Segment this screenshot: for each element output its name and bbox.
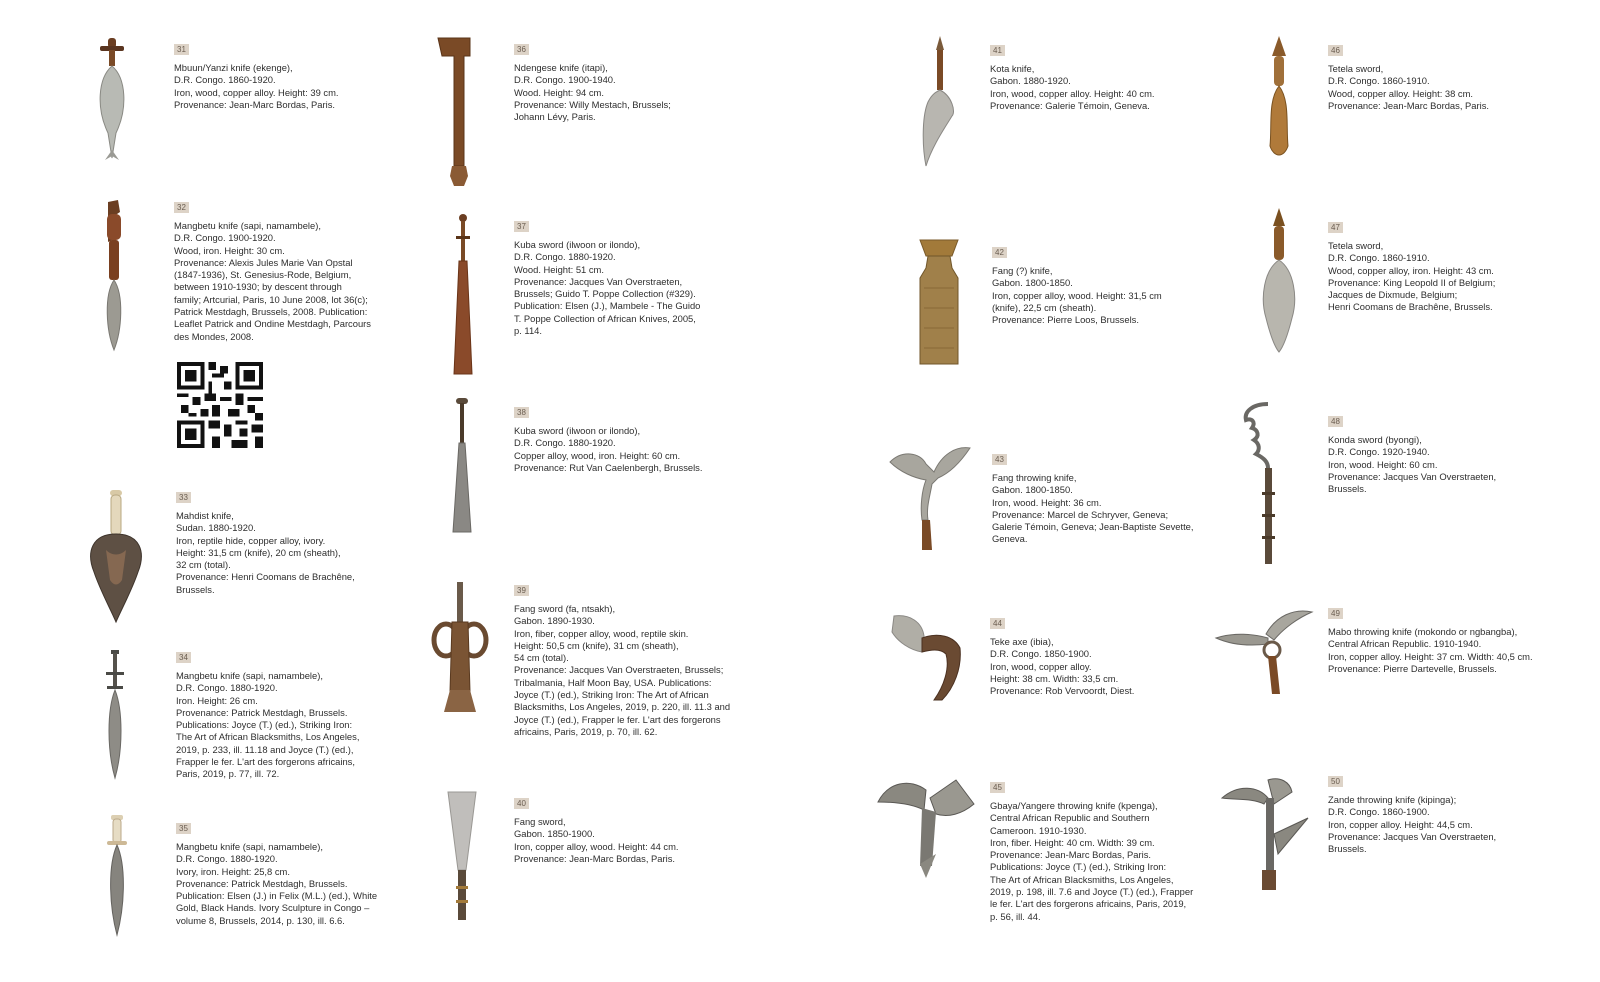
entry-caption: Fang sword (fa, ntsakh), Gabon. 1890-1930. Iron, fiber, copper alloy, wood, reptile skin. Height: 50,5 cm (knife), 31 cm (sheath), 54 cm (total). Provenance: Jacques Van Overstraeten, Brussels; Tribalmania, Half Moon Bay, USA. Publications: Joyce (T.) (ed.), Striking Iron: The Art of African Blacksmiths, Los Angeles, 2019, p. 220, ill. 11.3 and Joyce (T.) (ed.), Frapper le fer. L'art des forgerons africains, Paris, 2019, p. 70, ill. 62.: [514, 603, 731, 737]
entry-number: 34: [176, 652, 191, 663]
catalogue-entry-36: [514, 39, 671, 123]
sword-image-40: [444, 790, 480, 925]
entry-caption: Konda sword (byongi), D.R. Congo. 1920-1940. Iron, wood. Height: 60 cm. Provenance: Jacques Van Overstraeten, Brussels.: [1328, 434, 1497, 495]
knife-image-35: [100, 815, 134, 937]
throwing-knife-image-45: [876, 774, 980, 886]
sword-image-48: [1238, 402, 1298, 572]
throwing-knife-image-50: [1218, 774, 1312, 894]
catalogue-entry-33: [176, 487, 355, 596]
sword-image-46: [1262, 36, 1296, 168]
entry-caption: Mahdist knife, Sudan. 1880-1920. Iron, reptile hide, copper alloy, ivory. Height: 31,5 cm (knife), 20 cm (sheath), 32 cm (total). Provenance: Henri Coomans de Brachêne, Brussels.: [176, 510, 355, 595]
catalogue-entry-42: [992, 242, 1162, 326]
catalogue-entry-50: [1328, 771, 1496, 855]
entry-caption: Mangbetu knife (sapi, namambele), D.R. Congo. 1880-1920. Ivory, iron. Height: 25,8 cm. Provenance: Patrick Mestdagh, Brussels. Publication: Elsen (J.) in Felix (M.L.) (ed.), White Gold, Black Hands. Ivory Sculpture in Congo – volume 8, Brussels, 2014, p. 130, ill. 6.6.: [176, 841, 378, 926]
entry-number: 50: [1328, 776, 1343, 787]
throwing-knife-image-49: [1214, 604, 1314, 696]
catalogue-entry-48: [1328, 411, 1496, 495]
catalogue-entry-43: [992, 449, 1194, 546]
entry-number: 43: [992, 454, 1007, 465]
entry-number: 44: [990, 618, 1005, 629]
entry-caption: Kota knife, Gabon. 1880-1920. Iron, wood, copper alloy. Height: 40 cm. Provenance: Galerie Témoin, Geneva.: [990, 63, 1155, 111]
catalogue-entry-44: [990, 613, 1134, 697]
sword-image-39: [430, 582, 490, 714]
knife-image-36: [434, 36, 484, 188]
entry-caption: Fang sword, Gabon. 1850-1900. Iron, copper alloy, wood. Height: 44 cm. Provenance: Jean-Marc Bordas, Paris.: [514, 816, 679, 864]
knife-image-33: [86, 490, 146, 625]
catalogue-entry-46: [1328, 40, 1489, 112]
catalogue-entry-38: [514, 402, 702, 474]
entry-caption: Fang (?) knife, Gabon. 1800-1850. Iron, copper alloy, wood. Height: 31,5 cm (knife), 22,5 cm (sheath). Provenance: Pierre Loos, Brussels.: [992, 265, 1162, 326]
entry-number: 42: [992, 247, 1007, 258]
catalogue-entry-32: [174, 197, 371, 343]
entry-number: 45: [990, 782, 1005, 793]
knife-image-31: [92, 38, 132, 168]
entry-number: 36: [514, 44, 529, 55]
entry-number: 38: [514, 407, 529, 418]
entry-caption: Gbaya/Yangere throwing knife (kpenga), Central African Republic and Southern Cameroon. 1910-1930. Iron, fiber. Height: 40 cm. Width: 39 cm. Provenance: Jean-Marc Bordas, Paris. Publications: Joyce (T.) (ed.), Striking Iron: The Art of African Blacksmiths, Los Angeles, 2019, p. 198, ill. 7.6 and Joyce (T.) (ed.), Frapper le fer. L'art des forgerons africains, Paris, 2019, p. 56, ill. 44.: [990, 800, 1194, 922]
entry-caption: Tetela sword, D.R. Congo. 1860-1910. Wood, copper alloy, iron. Height: 43 cm. Provenance: King Leopold II of Belgium; Jacques de Dixmude, Belgium; Henri Coomans de Brachêne, Brussels.: [1328, 240, 1496, 313]
throwing-knife-image-43: [886, 444, 976, 556]
catalogue-entry-37: [514, 216, 700, 337]
catalogue-entry-49: [1328, 603, 1533, 675]
entry-number: 40: [514, 798, 529, 809]
entry-number: 33: [176, 492, 191, 503]
entry-number: 31: [174, 44, 189, 55]
entry-number: 49: [1328, 608, 1343, 619]
catalogue-entry-31: [174, 39, 339, 111]
catalogue-entry-47: [1328, 217, 1495, 314]
knife-image-41: [918, 36, 962, 168]
knife-image-42: [912, 238, 966, 370]
catalogue-entry-40: [514, 793, 679, 865]
catalogue-entry-39: [514, 580, 730, 738]
entry-caption: Kuba sword (ilwoon or ilondo), D.R. Congo. 1880-1920. Wood. Height: 51 cm. Provenance: Jacques Van Overstraeten, Brussels; Guido T. Poppe Collection (#329). Publication: Elsen (J.), Mambele - The Guido T. Poppe Collection of African Knives, 2005, p. 114.: [514, 239, 701, 337]
entry-caption: Zande throwing knife (kipinga); D.R. Congo. 1860-1900. Iron, copper alloy. Height: 44,5 cm. Provenance: Jacques Van Overstraeten, Brussels.: [1328, 794, 1497, 855]
entry-caption: Fang throwing knife, Gabon. 1800-1850. Iron, wood. Height: 36 cm. Provenance: Marcel de Schryver, Geneva; Galerie Témoin, Geneva; Jean-Baptiste Sevette, Geneva.: [992, 472, 1194, 545]
entry-number: 35: [176, 823, 191, 834]
catalogue-entry-45: [990, 777, 1193, 923]
catalogue-entry-35: [176, 818, 377, 927]
entry-number: 32: [174, 202, 189, 213]
entry-caption: Teke axe (ibia), D.R. Congo. 1850-1900. Iron, wood, copper alloy. Height: 38 cm. Width: 33,5 cm. Provenance: Rob Vervoordt, Diest.: [990, 636, 1135, 697]
entry-caption: Mabo throwing knife (mokondo or ngbangba), Central African Republic. 1910-1940. Iron, copper alloy. Height: 37 cm. Width: 40,5 cm. Provenance: Pierre Dartevelle, Brussels.: [1328, 626, 1533, 674]
entry-number: 39: [514, 585, 529, 596]
sword-image-37: [448, 214, 478, 376]
entry-number: 48: [1328, 416, 1343, 427]
qr-code[interactable]: [176, 362, 264, 448]
knife-image-34: [98, 650, 132, 780]
entry-caption: Mangbetu knife (sapi, namambele), D.R. Congo. 1900-1920. Wood, iron. Height: 30 cm. Provenance: Alexis Jules Marie Van Opstal (1847-1936), St. Genesius-Rode, Belgium, between 1910-1930; by descent through family; Artcurial, Paris, 10 June 2008, lot 36(c); Patrick Mestdagh, Brussels, 2008. Publication: Leaflet Patrick and Ondine Mestdagh, Parcours des Mondes, 2008.: [174, 220, 371, 342]
entry-number: 47: [1328, 222, 1343, 233]
entry-caption: Mbuun/Yanzi knife (ekenge), D.R. Congo. 1860-1920. Iron, wood, copper alloy. Height: 39 cm. Provenance: Jean-Marc Bordas, Paris.: [174, 62, 339, 110]
catalogue-entry-41: [990, 40, 1155, 112]
entry-number: 46: [1328, 45, 1343, 56]
knife-image-32: [94, 200, 134, 355]
sword-image-38: [450, 398, 474, 534]
entry-caption: Tetela sword, D.R. Congo. 1860-1910. Wood, copper alloy. Height: 38 cm. Provenance: Jean-Marc Bordas, Paris.: [1328, 63, 1490, 111]
entry-number: 41: [990, 45, 1005, 56]
sword-image-47: [1256, 208, 1302, 354]
entry-number: 37: [514, 221, 529, 232]
entry-caption: Kuba sword (ilwoon or ilondo), D.R. Congo. 1880-1920. Copper alloy, wood, iron. Height: 60 cm. Provenance: Rut Van Caelenbergh, Brussels.: [514, 425, 703, 473]
catalogue-entry-34: [176, 647, 359, 781]
axe-image-44: [888, 612, 972, 704]
entry-caption: Mangbetu knife (sapi, namambele), D.R. Congo. 1880-1920. Iron. Height: 26 cm. Provenance: Patrick Mestdagh, Brussels. Publications: Joyce (T.) (ed.), Striking Iron: The Art of African Blacksmiths, Los Angeles, 2019, p. 233, ill. 11.18 and Joyce (T.) (ed.), Frapper le fer. L'art des forgerons africains, Paris, 2019, p. 77, ill. 72.: [176, 670, 360, 780]
entry-caption: Ndengese knife (itapi), D.R. Congo. 1900-1940. Wood. Height: 94 cm. Provenance: Willy Mestach, Brussels; Johann Lévy, Paris.: [514, 62, 671, 123]
